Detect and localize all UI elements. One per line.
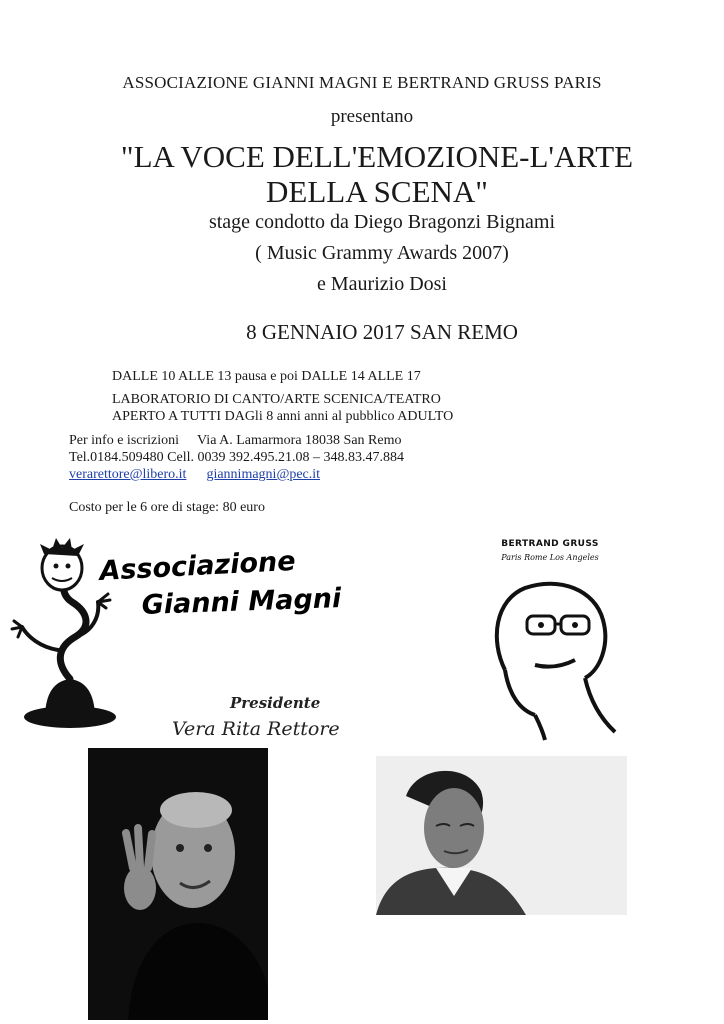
event-date: 8 GENNAIO 2017 SAN REMO	[246, 320, 518, 344]
email-link-verarettore[interactable]: verarettore@libero.it	[69, 467, 187, 482]
gruss-logo-cities: Paris Rome Los Angeles	[501, 553, 599, 562]
event-title-line2: DELLA SCENA"	[266, 174, 488, 209]
association-logo-line1: Associazione	[98, 545, 297, 587]
presents-text: presentano	[330, 106, 414, 127]
address-text: Via A. Lamarmora 18038 San Remo	[197, 433, 402, 448]
phone-numbers: Tel.0184.509480 Cell. 0039 392.495.21.08 – 348.83.47.884	[69, 450, 405, 465]
organizers-heading: ASSOCIAZIONE GIANNI MAGNI E BERTRAND GRUSS PARIS	[122, 73, 602, 92]
lab-description-line2: APERTO A TUTTI DAGli 8 anni anni al pubblico ADULTO	[112, 409, 454, 424]
president-name: Vera Rita Rettore	[172, 718, 340, 740]
schedule-text: DALLE 10 ALLE 13 pausa e poi DALLE 14 ALLE 17	[112, 369, 421, 384]
portrait-right-image	[376, 756, 627, 915]
co-leader-text: e Maurizio Dosi	[317, 273, 447, 295]
association-logo-line2: Gianni Magni	[141, 583, 342, 621]
portrait-photo-right	[376, 756, 627, 915]
info-label: Per info e iscrizioni	[69, 433, 180, 448]
info-line	[69, 433, 401, 449]
email-link-giannimagni[interactable]: giannimagni@pec.it	[206, 467, 321, 482]
bertrand-gruss-logo	[465, 520, 635, 745]
magician-hat-illustration	[0, 532, 383, 754]
event-title-line1: "LA VOCE DELL'EMOZIONE-L'ARTE	[120, 139, 634, 174]
gruss-logo-title: BERTRAND GRUSS	[501, 539, 599, 549]
lab-description-line1: LABORATORIO DI CANTO/ARTE SCENICA/TEATRO	[112, 392, 441, 407]
award-text: ( Music Grammy Awards 2007)	[255, 242, 509, 264]
face-sketch-illustration	[465, 520, 635, 745]
stage-leader-text: stage condotto da Diego Bragonzi Bignami	[208, 211, 556, 233]
portrait-photo-left	[88, 748, 268, 1020]
cost-text: Costo per le 6 ore di stage: 80 euro	[69, 500, 265, 515]
president-label: Presidente	[230, 694, 321, 712]
email-line	[69, 467, 320, 483]
portrait-left-image	[88, 748, 268, 1020]
association-logo	[0, 532, 383, 754]
